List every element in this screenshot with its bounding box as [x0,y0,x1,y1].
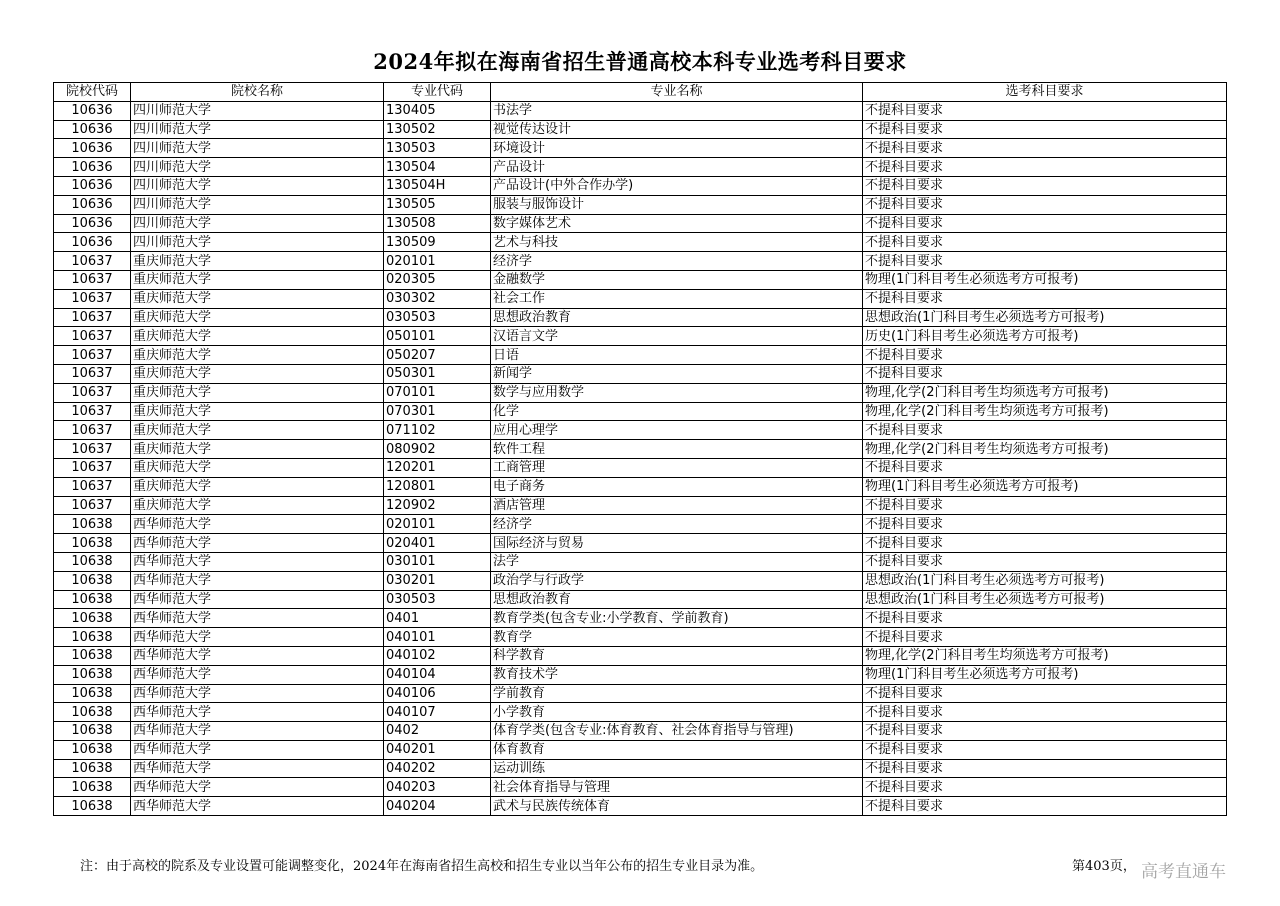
major-name-cell: 产品设计 [491,158,863,177]
table-row [54,101,1227,120]
major-name-cell: 运动训练 [491,759,863,778]
major-name-cell: 日语 [491,346,863,365]
major-code-cell: 071102 [384,421,491,440]
table-row [54,740,1227,759]
major-code-cell: 020101 [384,515,491,534]
school-code-cell: 10637 [54,270,131,289]
school-name-cell: 重庆师范大学 [131,496,384,515]
school-code-cell: 10637 [54,289,131,308]
table-body [54,101,1227,815]
school-code-cell: 10638 [54,534,131,553]
table-row [54,590,1227,609]
school-name-cell: 重庆师范大学 [131,364,384,383]
school-code-cell: 10636 [54,214,131,233]
table-row [54,289,1227,308]
major-name-cell: 视觉传达设计 [491,120,863,139]
major-code-cell: 130505 [384,195,491,214]
major-code-cell: 040203 [384,778,491,797]
major-code-cell: 040201 [384,740,491,759]
table-row [54,346,1227,365]
subject-requirement-cell: 不提科目要求 [863,158,1227,177]
school-name-cell: 四川师范大学 [131,195,384,214]
subject-requirement-cell: 不提科目要求 [863,421,1227,440]
school-code-cell: 10638 [54,515,131,534]
school-name-cell: 重庆师范大学 [131,421,384,440]
school-code-cell: 10637 [54,496,131,515]
table-row [54,308,1227,327]
school-name-cell: 重庆师范大学 [131,289,384,308]
major-code-cell: 0402 [384,722,491,741]
school-code-cell: 10637 [54,327,131,346]
header-major-name: 专业名称 [491,83,863,102]
school-code-cell: 10637 [54,402,131,421]
major-code-cell: 050207 [384,346,491,365]
major-code-cell: 040102 [384,646,491,665]
table-row [54,402,1227,421]
table-row [54,722,1227,741]
subject-requirement-cell: 物理,化学(2门科目考生均须选考方可报考) [863,646,1227,665]
major-name-cell: 武术与民族传统体育 [491,797,863,816]
major-name-cell: 社会体育指导与管理 [491,778,863,797]
major-code-cell: 030201 [384,571,491,590]
school-name-cell: 四川师范大学 [131,120,384,139]
table-row [54,646,1227,665]
school-code-cell: 10638 [54,778,131,797]
header-major-code: 专业代码 [384,83,491,102]
subject-requirement-cell: 不提科目要求 [863,496,1227,515]
major-code-cell: 130509 [384,233,491,252]
school-code-cell: 10637 [54,383,131,402]
major-name-cell: 服装与服饰设计 [491,195,863,214]
major-code-cell: 080902 [384,440,491,459]
school-name-cell: 重庆师范大学 [131,458,384,477]
major-name-cell: 数字媒体艺术 [491,214,863,233]
school-name-cell: 西华师范大学 [131,778,384,797]
major-name-cell: 社会工作 [491,289,863,308]
major-name-cell: 政治学与行政学 [491,571,863,590]
school-code-cell: 10637 [54,421,131,440]
major-code-cell: 070101 [384,383,491,402]
table-row [54,176,1227,195]
school-name-cell: 西华师范大学 [131,684,384,703]
major-code-cell: 0401 [384,609,491,628]
major-code-cell: 070301 [384,402,491,421]
subject-requirement-cell: 不提科目要求 [863,214,1227,233]
table-row [54,684,1227,703]
table-row [54,158,1227,177]
subject-requirement-cell: 不提科目要求 [863,458,1227,477]
table-row [54,609,1227,628]
watermark: 高考直通车 [1141,862,1226,882]
school-code-cell: 10636 [54,139,131,158]
school-name-cell: 西华师范大学 [131,515,384,534]
major-name-cell: 教育学类(包含专业:小学教育、学前教育) [491,609,863,628]
table-row [54,252,1227,271]
major-code-cell: 050101 [384,327,491,346]
school-name-cell: 四川师范大学 [131,139,384,158]
requirements-table [53,82,1227,816]
school-name-cell: 西华师范大学 [131,740,384,759]
school-code-cell: 10636 [54,233,131,252]
school-code-cell: 10638 [54,703,131,722]
school-code-cell: 10637 [54,252,131,271]
school-code-cell: 10636 [54,195,131,214]
table-row [54,571,1227,590]
school-name-cell: 西华师范大学 [131,534,384,553]
school-name-cell: 重庆师范大学 [131,327,384,346]
table-row [54,665,1227,684]
school-code-cell: 10638 [54,590,131,609]
subject-requirement-cell: 物理(1门科目考生必须选考方可报考) [863,477,1227,496]
major-code-cell: 040104 [384,665,491,684]
major-name-cell: 艺术与科技 [491,233,863,252]
school-name-cell: 西华师范大学 [131,571,384,590]
table-row [54,120,1227,139]
school-code-cell: 10638 [54,684,131,703]
school-name-cell: 四川师范大学 [131,158,384,177]
school-code-cell: 10636 [54,101,131,120]
table-row [54,628,1227,647]
table-row [54,778,1227,797]
header-school-code: 院校代码 [54,83,131,102]
school-name-cell: 重庆师范大学 [131,402,384,421]
major-name-cell: 思想政治教育 [491,590,863,609]
major-name-cell: 软件工程 [491,440,863,459]
school-code-cell: 10637 [54,346,131,365]
school-code-cell: 10636 [54,176,131,195]
table-row [54,421,1227,440]
major-code-cell: 120902 [384,496,491,515]
major-name-cell: 化学 [491,402,863,421]
school-code-cell: 10636 [54,158,131,177]
subject-requirement-cell: 物理,化学(2门科目考生均须选考方可报考) [863,383,1227,402]
school-name-cell: 西华师范大学 [131,665,384,684]
school-name-cell: 重庆师范大学 [131,346,384,365]
school-name-cell: 重庆师范大学 [131,477,384,496]
school-code-cell: 10638 [54,609,131,628]
subject-requirement-cell: 不提科目要求 [863,515,1227,534]
school-code-cell: 10638 [54,665,131,684]
table-row [54,759,1227,778]
table-row [54,552,1227,571]
major-code-cell: 040107 [384,703,491,722]
school-name-cell: 西华师范大学 [131,722,384,741]
subject-requirement-cell: 不提科目要求 [863,740,1227,759]
table-row [54,477,1227,496]
major-code-cell: 020101 [384,252,491,271]
school-code-cell: 10638 [54,571,131,590]
school-name-cell: 重庆师范大学 [131,252,384,271]
major-name-cell: 工商管理 [491,458,863,477]
major-name-cell: 体育教育 [491,740,863,759]
header-school-name: 院校名称 [131,83,384,102]
major-name-cell: 思想政治教育 [491,308,863,327]
school-code-cell: 10637 [54,364,131,383]
major-code-cell: 120201 [384,458,491,477]
school-name-cell: 西华师范大学 [131,590,384,609]
school-code-cell: 10637 [54,440,131,459]
school-name-cell: 四川师范大学 [131,233,384,252]
major-code-cell: 050301 [384,364,491,383]
school-code-cell: 10638 [54,797,131,816]
page-title: 2024年拟在海南省招生普通高校本科专业选考科目要求 [373,49,907,74]
school-code-cell: 10638 [54,628,131,647]
major-name-cell: 法学 [491,552,863,571]
subject-requirement-cell: 不提科目要求 [863,195,1227,214]
major-code-cell: 120801 [384,477,491,496]
major-code-cell: 020401 [384,534,491,553]
major-code-cell: 130503 [384,139,491,158]
subject-requirement-cell: 不提科目要求 [863,703,1227,722]
major-name-cell: 教育技术学 [491,665,863,684]
school-code-cell: 10638 [54,759,131,778]
table-row [54,496,1227,515]
table-row [54,327,1227,346]
table-row [54,214,1227,233]
footer-note: 注：由于高校的院系及专业设置可能调整变化，2024年在海南省招生高校和招生专业以当年公布的招生专业目录为准。 [80,859,764,874]
major-name-cell: 学前教育 [491,684,863,703]
subject-requirement-cell: 思想政治(1门科目考生必须选考方可报考) [863,590,1227,609]
school-name-cell: 重庆师范大学 [131,308,384,327]
major-name-cell: 小学教育 [491,703,863,722]
school-name-cell: 西华师范大学 [131,552,384,571]
school-name-cell: 重庆师范大学 [131,383,384,402]
school-code-cell: 10636 [54,120,131,139]
major-code-cell: 030503 [384,308,491,327]
school-code-cell: 10638 [54,740,131,759]
major-name-cell: 经济学 [491,515,863,534]
major-code-cell: 020305 [384,270,491,289]
school-name-cell: 西华师范大学 [131,797,384,816]
table-row [54,440,1227,459]
school-name-cell: 重庆师范大学 [131,270,384,289]
table-row [54,797,1227,816]
major-code-cell: 030503 [384,590,491,609]
page-number: 第403页， [1072,859,1136,874]
major-name-cell: 金融数学 [491,270,863,289]
major-name-cell: 国际经济与贸易 [491,534,863,553]
school-name-cell: 四川师范大学 [131,176,384,195]
school-code-cell: 10638 [54,722,131,741]
table-row [54,534,1227,553]
subject-requirement-cell: 不提科目要求 [863,778,1227,797]
subject-requirement-cell: 物理(1门科目考生必须选考方可报考) [863,665,1227,684]
major-name-cell: 书法学 [491,101,863,120]
major-name-cell: 电子商务 [491,477,863,496]
major-name-cell: 汉语言文学 [491,327,863,346]
school-name-cell: 西华师范大学 [131,703,384,722]
subject-requirement-cell: 历史(1门科目考生必须选考方可报考) [863,327,1227,346]
major-code-cell: 130405 [384,101,491,120]
major-code-cell: 130508 [384,214,491,233]
major-code-cell: 030302 [384,289,491,308]
table-row [54,703,1227,722]
school-name-cell: 四川师范大学 [131,214,384,233]
subject-requirement-cell: 物理,化学(2门科目考生均须选考方可报考) [863,440,1227,459]
subject-requirement-cell: 不提科目要求 [863,252,1227,271]
school-name-cell: 西华师范大学 [131,759,384,778]
subject-requirement-cell: 思想政治(1门科目考生必须选考方可报考) [863,308,1227,327]
table-row [54,139,1227,158]
table-row [54,270,1227,289]
major-name-cell: 经济学 [491,252,863,271]
major-code-cell: 040101 [384,628,491,647]
major-name-cell: 酒店管理 [491,496,863,515]
table-row [54,515,1227,534]
subject-requirement-cell: 不提科目要求 [863,120,1227,139]
major-name-cell: 体育学类(包含专业:体育教育、社会体育指导与管理) [491,722,863,741]
table-row [54,383,1227,402]
major-code-cell: 040204 [384,797,491,816]
school-code-cell: 10638 [54,646,131,665]
subject-requirement-cell: 不提科目要求 [863,552,1227,571]
subject-requirement-cell: 不提科目要求 [863,139,1227,158]
table-row [54,458,1227,477]
subject-requirement-cell: 物理(1门科目考生必须选考方可报考) [863,270,1227,289]
major-code-cell: 040106 [384,684,491,703]
subject-requirement-cell: 不提科目要求 [863,176,1227,195]
school-name-cell: 西华师范大学 [131,628,384,647]
school-code-cell: 10637 [54,458,131,477]
subject-requirement-cell: 不提科目要求 [863,101,1227,120]
major-name-cell: 环境设计 [491,139,863,158]
major-name-cell: 教育学 [491,628,863,647]
major-name-cell: 科学教育 [491,646,863,665]
table-header-row [54,83,1227,102]
header-subject-requirement: 选考科目要求 [863,83,1227,102]
subject-requirement-cell: 不提科目要求 [863,289,1227,308]
subject-requirement-cell: 物理,化学(2门科目考生均须选考方可报考) [863,402,1227,421]
major-name-cell: 新闻学 [491,364,863,383]
subject-requirement-cell: 不提科目要求 [863,534,1227,553]
school-code-cell: 10638 [54,552,131,571]
major-code-cell: 130502 [384,120,491,139]
subject-requirement-cell: 不提科目要求 [863,684,1227,703]
major-code-cell: 130504H [384,176,491,195]
table-row [54,364,1227,383]
school-name-cell: 西华师范大学 [131,609,384,628]
major-name-cell: 应用心理学 [491,421,863,440]
major-name-cell: 产品设计(中外合作办学) [491,176,863,195]
subject-requirement-cell: 思想政治(1门科目考生必须选考方可报考) [863,571,1227,590]
subject-requirement-cell: 不提科目要求 [863,722,1227,741]
school-code-cell: 10637 [54,308,131,327]
subject-requirement-cell: 不提科目要求 [863,628,1227,647]
major-name-cell: 数学与应用数学 [491,383,863,402]
table-row [54,195,1227,214]
subject-requirement-cell: 不提科目要求 [863,797,1227,816]
subject-requirement-cell: 不提科目要求 [863,364,1227,383]
subject-requirement-cell: 不提科目要求 [863,233,1227,252]
school-name-cell: 重庆师范大学 [131,440,384,459]
major-code-cell: 130504 [384,158,491,177]
subject-requirement-cell: 不提科目要求 [863,346,1227,365]
school-name-cell: 四川师范大学 [131,101,384,120]
school-name-cell: 西华师范大学 [131,646,384,665]
table-row [54,233,1227,252]
school-code-cell: 10637 [54,477,131,496]
subject-requirement-cell: 不提科目要求 [863,759,1227,778]
subject-requirement-cell: 不提科目要求 [863,609,1227,628]
major-code-cell: 030101 [384,552,491,571]
major-code-cell: 040202 [384,759,491,778]
